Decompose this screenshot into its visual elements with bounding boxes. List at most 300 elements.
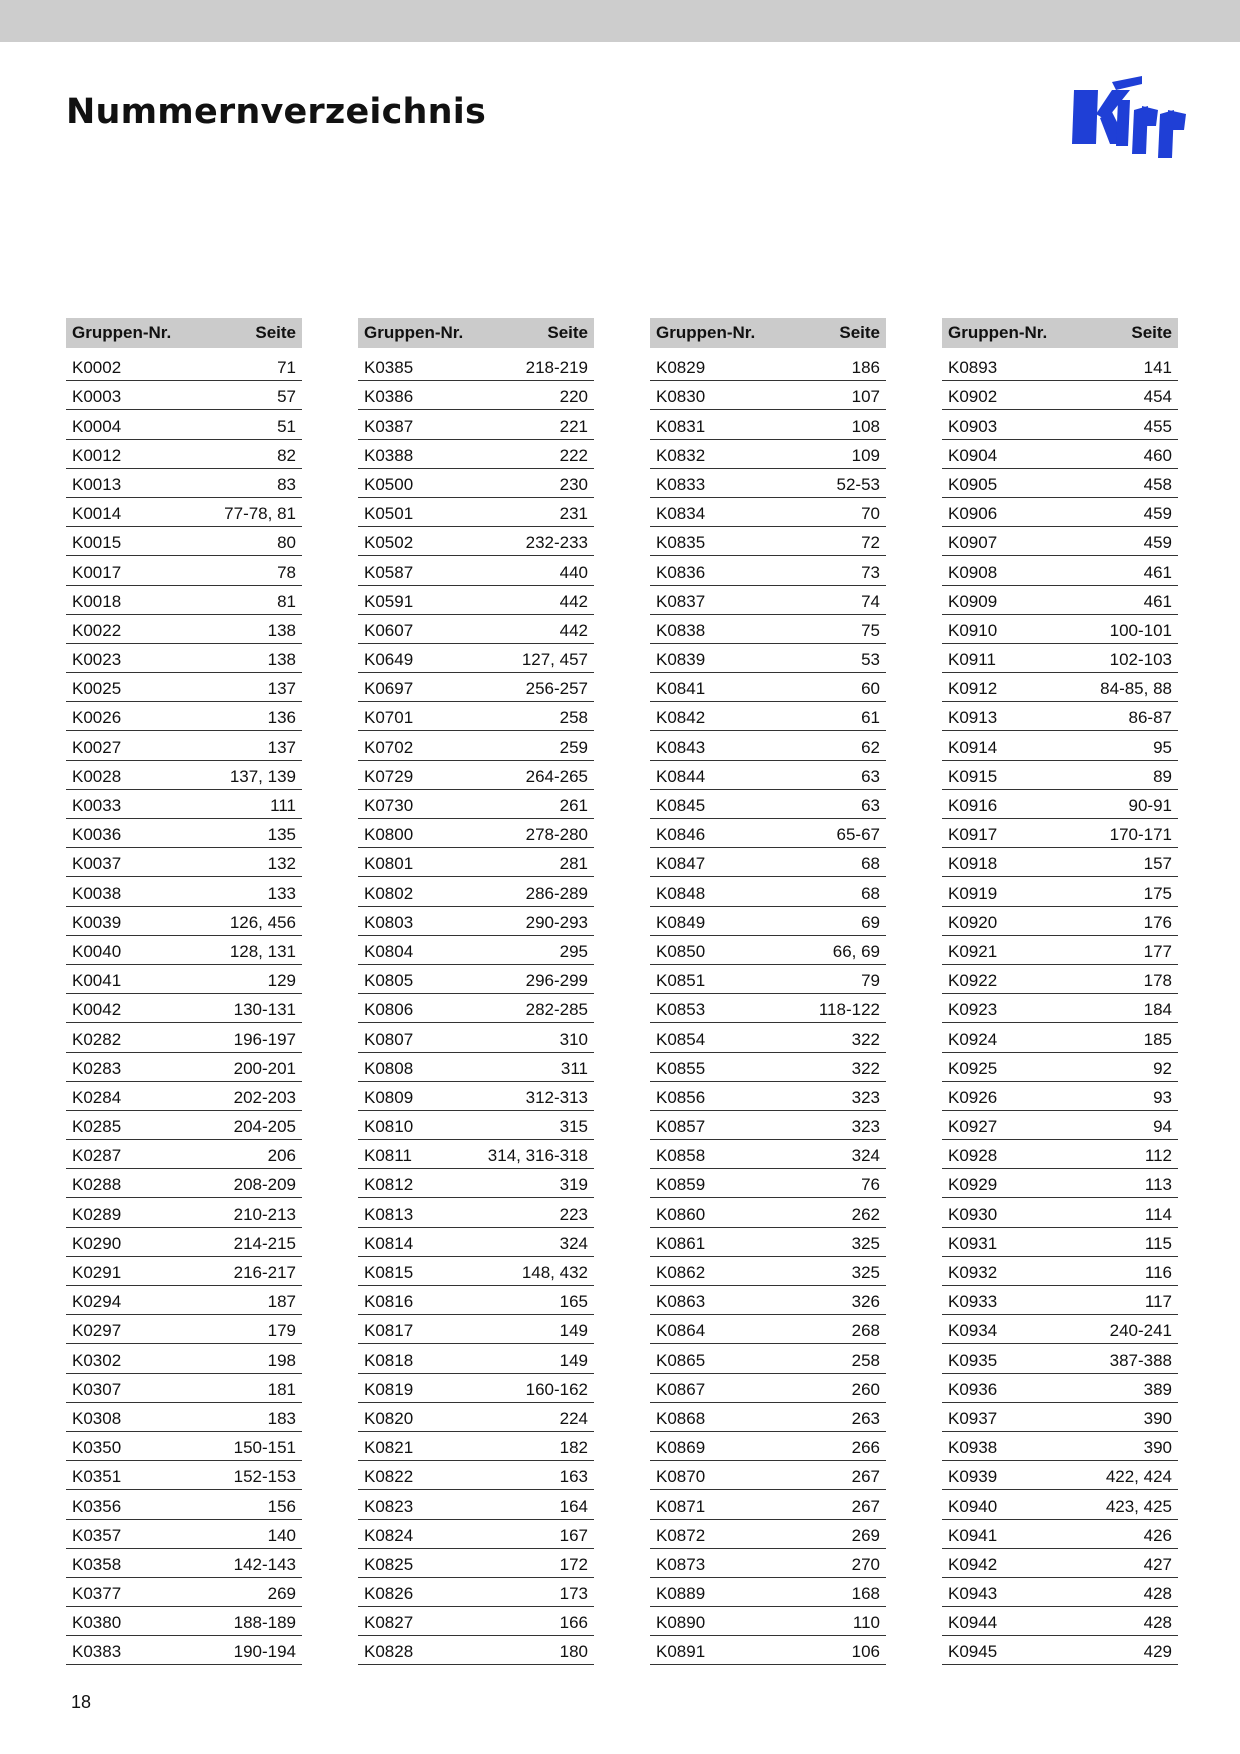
table-row <box>942 1403 1178 1432</box>
group-number: K0838 <box>656 620 706 640</box>
table-row <box>358 702 594 731</box>
table-row <box>650 673 886 702</box>
page-reference: 66, 69 <box>832 941 880 961</box>
table-row <box>358 1082 594 1111</box>
page-reference: 224 <box>559 1408 588 1428</box>
page-reference: 100-101 <box>1109 620 1172 640</box>
group-number: K0307 <box>72 1379 122 1399</box>
page-reference: 184 <box>1143 1000 1172 1020</box>
group-number: K0864 <box>656 1321 706 1341</box>
page-reference: 81 <box>277 591 296 611</box>
group-number: K0853 <box>656 1000 706 1020</box>
table-row <box>942 1140 1178 1169</box>
table-row <box>650 527 886 556</box>
table-row <box>358 1023 594 1052</box>
table-row <box>358 819 594 848</box>
group-number: K0017 <box>72 562 122 582</box>
page-reference: 118-122 <box>818 1000 880 1020</box>
table-row <box>66 936 302 965</box>
group-number: K0823 <box>364 1496 414 1516</box>
page-reference: 262 <box>851 1204 880 1224</box>
page-reference: 198 <box>267 1350 296 1370</box>
group-number: K0891 <box>656 1642 706 1662</box>
page-reference: 150-151 <box>233 1438 296 1458</box>
group-number: K0871 <box>656 1496 706 1516</box>
group-number: K0290 <box>72 1233 122 1253</box>
table-row <box>942 1169 1178 1198</box>
page-reference: 57 <box>277 387 296 407</box>
group-number: K0911 <box>948 650 996 670</box>
group-number: K0040 <box>72 941 122 961</box>
page-reference: 126, 456 <box>229 912 296 932</box>
page-reference: 75 <box>861 620 880 640</box>
table-row <box>358 1286 594 1315</box>
table-row <box>358 556 594 585</box>
group-number: K0386 <box>364 387 414 407</box>
header-page: Seite <box>547 323 588 342</box>
group-number: K0350 <box>72 1438 122 1458</box>
group-number: K0377 <box>72 1584 122 1604</box>
group-number: K0817 <box>364 1321 414 1341</box>
group-number: K0926 <box>948 1087 998 1107</box>
table-row <box>358 848 594 877</box>
table-row <box>942 1198 1178 1227</box>
group-number: K0922 <box>948 971 998 991</box>
table-row <box>66 994 302 1023</box>
page-reference: 270 <box>851 1554 880 1574</box>
page-reference: 286-289 <box>525 883 588 903</box>
group-number: K0591 <box>364 591 414 611</box>
page-reference: 322 <box>851 1058 880 1078</box>
group-number: K0805 <box>364 971 414 991</box>
group-number: K0844 <box>656 766 706 786</box>
page-reference: 319 <box>559 1175 588 1195</box>
page-reference: 429 <box>1143 1642 1172 1662</box>
group-number: K0802 <box>364 883 414 903</box>
page-reference: 63 <box>861 796 880 815</box>
table-row <box>358 381 594 410</box>
page-reference: 79 <box>861 971 880 991</box>
table-row <box>358 907 594 936</box>
table-row <box>650 498 886 527</box>
page-reference: 310 <box>559 1029 588 1049</box>
table-row <box>650 936 886 965</box>
index-rows <box>358 352 594 1665</box>
table-row <box>358 615 594 644</box>
table-row <box>942 410 1178 439</box>
group-number: K0861 <box>656 1233 706 1253</box>
page-reference: 440 <box>559 562 588 582</box>
header-page: Seite <box>1131 323 1172 342</box>
group-number: K0854 <box>656 1029 706 1049</box>
table-row <box>942 615 1178 644</box>
page-reference: 240-241 <box>1109 1321 1172 1341</box>
table-row <box>650 1607 886 1636</box>
table-row <box>358 440 594 469</box>
group-number: K0801 <box>364 854 414 874</box>
page-reference: 268 <box>851 1321 880 1341</box>
page-reference: 108 <box>851 416 880 436</box>
group-number: K0289 <box>72 1204 122 1224</box>
table-row <box>358 644 594 673</box>
table-row <box>66 819 302 848</box>
page-reference: 281 <box>559 854 588 874</box>
group-number: K0920 <box>948 912 998 932</box>
page-reference: 117 <box>1144 1292 1172 1312</box>
page-reference: 74 <box>861 591 880 611</box>
group-number: K0649 <box>364 650 414 670</box>
group-number: K0927 <box>948 1117 998 1137</box>
table-row <box>66 440 302 469</box>
group-number: K0849 <box>656 912 706 932</box>
table-row <box>358 877 594 906</box>
table-row <box>942 1461 1178 1490</box>
page-reference: 138 <box>267 650 296 670</box>
page-reference: 132 <box>267 854 296 874</box>
table-row <box>66 615 302 644</box>
page-reference: 141 <box>1143 358 1172 378</box>
group-number: K0837 <box>656 591 706 611</box>
group-number: K0808 <box>364 1058 414 1078</box>
table-row <box>66 1198 302 1227</box>
group-number: K0936 <box>948 1379 998 1399</box>
group-number: K0890 <box>656 1613 706 1633</box>
table-row <box>358 731 594 760</box>
group-number: K0841 <box>656 679 706 699</box>
page-reference: 187 <box>267 1292 296 1312</box>
table-row <box>66 469 302 498</box>
group-number: K0865 <box>656 1350 706 1370</box>
page-reference: 461 <box>1143 591 1172 611</box>
page-reference: 129 <box>267 971 296 991</box>
group-number: K0851 <box>656 971 706 991</box>
group-number: K0388 <box>364 445 414 465</box>
table-row <box>650 819 886 848</box>
table-row <box>650 615 886 644</box>
group-number: K0834 <box>656 504 706 524</box>
index-column-1 <box>66 318 302 1665</box>
table-row <box>650 556 886 585</box>
page-reference: 454 <box>1143 387 1172 407</box>
table-row <box>66 1228 302 1257</box>
table-row <box>942 498 1178 527</box>
page-reference: 114 <box>1144 1204 1172 1224</box>
page-reference: 176 <box>1143 912 1172 932</box>
page-reference: 127, 457 <box>521 650 588 670</box>
page-reference: 256-257 <box>525 679 588 699</box>
page-reference: 266 <box>851 1438 880 1458</box>
group-number: K0856 <box>656 1087 706 1107</box>
table-row <box>66 1169 302 1198</box>
page-reference: 107 <box>851 387 880 407</box>
table-row <box>650 1315 886 1344</box>
table-row <box>358 1053 594 1082</box>
group-number: K0003 <box>72 387 122 407</box>
page-reference: 389 <box>1143 1379 1172 1399</box>
table-row <box>358 1607 594 1636</box>
group-number: K0012 <box>72 445 122 465</box>
table-row <box>66 1636 302 1665</box>
table-row <box>650 1578 886 1607</box>
page-reference: 390 <box>1143 1408 1172 1428</box>
index-column-3 <box>650 318 886 1665</box>
group-number: K0855 <box>656 1058 706 1078</box>
group-number: K0819 <box>364 1379 414 1399</box>
page-reference: 83 <box>277 474 296 494</box>
table-row <box>942 731 1178 760</box>
page-reference: 173 <box>559 1584 588 1604</box>
header-group-number: Gruppen-Nr. <box>72 323 172 342</box>
table-row <box>66 1053 302 1082</box>
page-reference: 428 <box>1143 1613 1172 1633</box>
table-row <box>358 994 594 1023</box>
page-reference: 216-217 <box>233 1263 296 1282</box>
page-reference: 94 <box>1153 1117 1172 1137</box>
index-rows <box>650 352 886 1665</box>
group-number: K0308 <box>72 1408 122 1428</box>
group-number: K0004 <box>72 416 122 436</box>
table-row <box>66 644 302 673</box>
page-reference: 69 <box>861 912 880 932</box>
page-reference: 326 <box>851 1292 880 1312</box>
group-number: K0942 <box>948 1554 998 1574</box>
table-row <box>66 410 302 439</box>
table-row <box>66 1286 302 1315</box>
page-reference: 137 <box>267 737 296 757</box>
table-row <box>358 1257 594 1286</box>
group-number: K0816 <box>364 1292 414 1312</box>
page-reference: 324 <box>851 1146 880 1166</box>
page-reference: 112 <box>1144 1146 1172 1166</box>
page-reference: 426 <box>1143 1525 1172 1545</box>
table-row <box>650 1140 886 1169</box>
group-number: K0845 <box>656 796 706 815</box>
table-row <box>66 1140 302 1169</box>
page-reference: 142-143 <box>233 1554 296 1574</box>
group-number: K0023 <box>72 650 122 670</box>
page-reference: 390 <box>1143 1438 1172 1458</box>
table-row <box>66 352 302 381</box>
group-number: K0697 <box>364 679 414 699</box>
table-row <box>66 1082 302 1111</box>
page-reference: 166 <box>559 1613 588 1633</box>
table-row <box>66 907 302 936</box>
page-reference: 232-233 <box>525 533 588 553</box>
table-row <box>66 586 302 615</box>
page-reference: 258 <box>851 1350 880 1370</box>
group-number: K0835 <box>656 533 706 553</box>
table-row <box>942 1490 1178 1519</box>
group-number: K0814 <box>364 1233 414 1253</box>
group-number: K0848 <box>656 883 706 903</box>
page-reference: 109 <box>851 445 880 465</box>
table-row <box>650 702 886 731</box>
header-group-number: Gruppen-Nr. <box>364 323 464 342</box>
group-number: K0906 <box>948 504 998 524</box>
page-reference: 185 <box>1143 1029 1172 1049</box>
table-row <box>650 1169 886 1198</box>
page-reference: 149 <box>559 1321 588 1341</box>
top-band <box>0 0 1240 42</box>
table-row <box>66 673 302 702</box>
page-reference: 180 <box>559 1642 588 1662</box>
index-column-4 <box>942 318 1178 1665</box>
group-number: K0833 <box>656 474 706 494</box>
table-row <box>942 702 1178 731</box>
group-number: K0889 <box>656 1584 706 1604</box>
group-number: K0913 <box>948 708 998 728</box>
page-reference: 80 <box>277 533 296 553</box>
table-row <box>650 877 886 906</box>
group-number: K0941 <box>948 1525 998 1545</box>
table-row <box>942 1344 1178 1373</box>
table-row <box>66 702 302 731</box>
table-row <box>650 1082 886 1111</box>
page-reference: 312-313 <box>525 1087 588 1107</box>
group-number: K0038 <box>72 883 122 903</box>
page-reference: 168 <box>851 1584 880 1604</box>
table-row <box>650 1461 886 1490</box>
index-rows <box>942 352 1178 1665</box>
group-number: K0806 <box>364 1000 414 1020</box>
group-number: K0291 <box>72 1263 122 1282</box>
group-number: K0502 <box>364 533 414 553</box>
group-number: K0813 <box>364 1204 414 1224</box>
group-number: K0811 <box>364 1146 412 1166</box>
page-reference: 76 <box>861 1175 880 1195</box>
page-reference: 92 <box>1153 1058 1172 1078</box>
table-row <box>66 556 302 585</box>
group-number: K0297 <box>72 1321 122 1341</box>
table-row <box>66 1432 302 1461</box>
group-number: K0284 <box>72 1087 122 1107</box>
page-reference: 442 <box>559 620 588 640</box>
group-number: K0036 <box>72 825 122 845</box>
group-number: K0935 <box>948 1350 998 1370</box>
column-header <box>66 318 302 348</box>
page-reference: 157 <box>1143 854 1172 874</box>
group-number: K0037 <box>72 854 122 874</box>
table-row <box>650 790 886 819</box>
page-reference: 196-197 <box>233 1029 296 1049</box>
group-number: K0025 <box>72 679 122 699</box>
table-row <box>942 877 1178 906</box>
table-row <box>650 761 886 790</box>
group-number: K0800 <box>364 825 414 845</box>
table-row <box>650 1636 886 1665</box>
group-number: K0818 <box>364 1350 414 1370</box>
page-reference: 387-388 <box>1109 1350 1172 1370</box>
group-number: K0893 <box>948 358 998 378</box>
page-reference: 461 <box>1143 562 1172 582</box>
table-row <box>66 1257 302 1286</box>
table-row <box>942 907 1178 936</box>
table-row <box>942 965 1178 994</box>
group-number: K0302 <box>72 1350 122 1370</box>
table-row <box>66 1023 302 1052</box>
group-number: K0821 <box>364 1438 414 1458</box>
table-row <box>66 1520 302 1549</box>
group-number: K0943 <box>948 1584 998 1604</box>
group-number: K0868 <box>656 1408 706 1428</box>
table-row <box>66 1403 302 1432</box>
page-reference: 210-213 <box>233 1204 296 1224</box>
page-reference: 106 <box>851 1642 880 1662</box>
page-reference: 163 <box>559 1467 588 1487</box>
table-row <box>66 1490 302 1519</box>
group-number: K0283 <box>72 1058 122 1078</box>
page-reference: 89 <box>1153 766 1172 786</box>
table-row <box>942 1549 1178 1578</box>
table-row <box>650 1257 886 1286</box>
page-reference: 160-162 <box>525 1379 588 1399</box>
page-reference: 181 <box>267 1379 296 1399</box>
group-number: K0002 <box>72 358 122 378</box>
page-reference: 311 <box>560 1058 588 1078</box>
page-reference: 264-265 <box>525 766 588 786</box>
table-row <box>358 498 594 527</box>
group-number: K0903 <box>948 416 998 436</box>
page-reference: 68 <box>861 883 880 903</box>
group-number: K0804 <box>364 941 414 961</box>
index-column-2 <box>358 318 594 1665</box>
table-row <box>66 1549 302 1578</box>
table-row <box>650 1286 886 1315</box>
page-reference: 53 <box>861 650 880 670</box>
table-row <box>358 965 594 994</box>
group-number: K0915 <box>948 766 998 786</box>
table-row <box>650 586 886 615</box>
group-number: K0939 <box>948 1467 998 1487</box>
page-reference: 260 <box>851 1379 880 1399</box>
kipp-logo <box>1072 74 1186 160</box>
page-reference: 223 <box>559 1204 588 1224</box>
page-reference: 442 <box>559 591 588 611</box>
page-reference: 323 <box>851 1087 880 1107</box>
page-reference: 231 <box>559 504 588 524</box>
page-reference: 290-293 <box>525 912 588 932</box>
group-number: K0807 <box>364 1029 414 1049</box>
page-reference: 322 <box>851 1029 880 1049</box>
page-reference: 172 <box>559 1554 588 1574</box>
group-number: K0294 <box>72 1292 122 1312</box>
group-number: K0914 <box>948 737 998 757</box>
page-reference: 282-285 <box>525 1000 588 1020</box>
table-row <box>942 1432 1178 1461</box>
page-reference: 177 <box>1143 941 1172 961</box>
table-row <box>66 1344 302 1373</box>
page-reference: 95 <box>1153 737 1172 757</box>
header-page: Seite <box>255 323 296 342</box>
table-row <box>942 586 1178 615</box>
table-row <box>66 1111 302 1140</box>
page-reference: 179 <box>267 1321 296 1341</box>
group-number: K0810 <box>364 1117 414 1137</box>
page-reference: 63 <box>861 766 880 786</box>
group-number: K0383 <box>72 1642 122 1662</box>
table-row <box>358 761 594 790</box>
group-number: K0846 <box>656 825 706 845</box>
group-number: K0028 <box>72 766 122 786</box>
table-row <box>66 877 302 906</box>
table-row <box>650 1432 886 1461</box>
table-row <box>650 1403 886 1432</box>
group-number: K0803 <box>364 912 414 932</box>
group-number: K0921 <box>948 941 998 961</box>
table-row <box>942 527 1178 556</box>
page-reference: 230 <box>559 474 588 494</box>
group-number: K0930 <box>948 1204 998 1224</box>
